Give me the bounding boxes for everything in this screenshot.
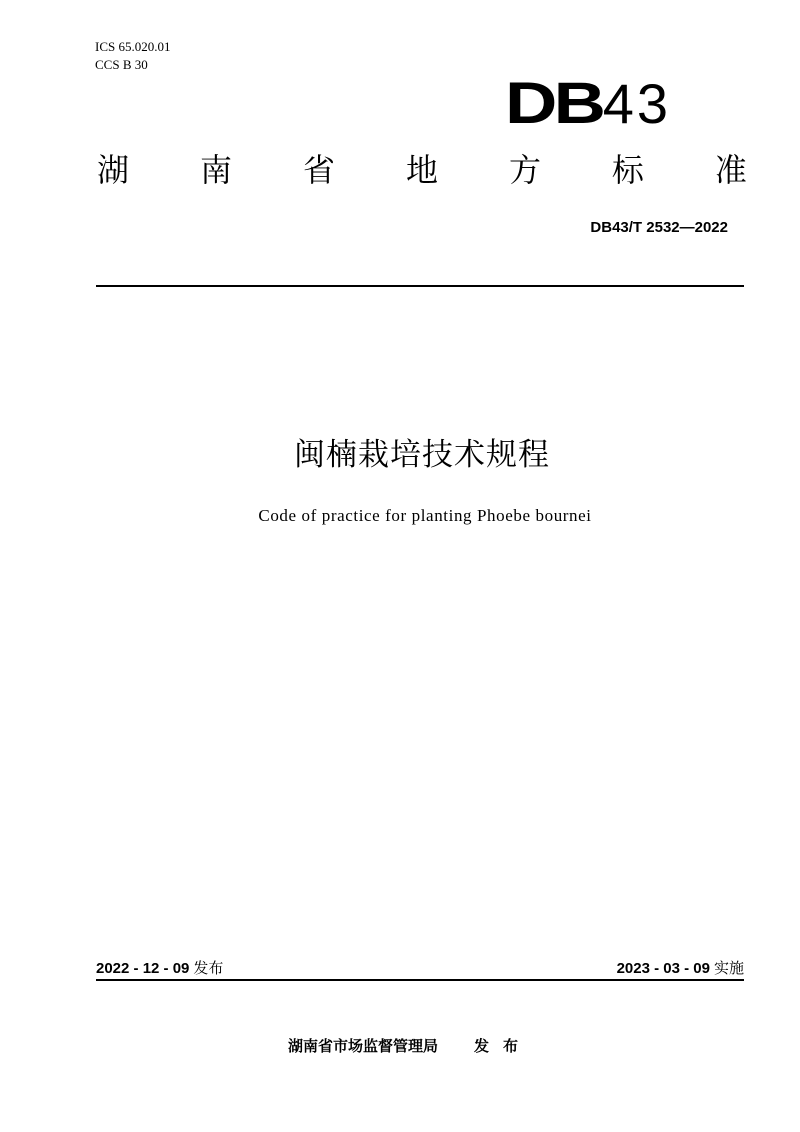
db-region-number: 43 [602, 72, 672, 135]
standard-type-char: 湖 [97, 151, 130, 189]
standard-code: DB43/T 2532—2022 [590, 219, 728, 236]
standard-type-title [97, 150, 747, 190]
standard-type-char: 地 [405, 151, 438, 189]
ccs-code: CCS B 30 [95, 57, 148, 72]
ics-code: ICS 65.020.01 [95, 39, 171, 54]
publish-date: 2022 - 12 - 09 [96, 960, 190, 977]
standard-type-char: 南 [199, 151, 232, 189]
header-divider [96, 285, 744, 287]
publish-label: 发布 [193, 959, 224, 977]
implement-date-block [617, 957, 744, 978]
issuer-action: 发布 [474, 1037, 533, 1055]
issuer-name: 湖南省市场监督管理局 [287, 1037, 438, 1055]
standard-type-char: 准 [714, 151, 747, 189]
db-mark: DB [505, 71, 603, 136]
standard-type-char: 方 [508, 151, 541, 189]
document-title: 闽楠栽培技术规程 [294, 437, 550, 473]
classification-codes [95, 38, 170, 74]
standard-type-char: 省 [302, 151, 335, 189]
publish-date-block [96, 957, 223, 978]
issuer-line [0, 1035, 800, 1056]
footer-divider [96, 979, 744, 981]
document-subtitle-en: Code of practice for planting Phoebe bournei [258, 506, 592, 525]
implement-date: 2023 - 03 - 09 [616, 960, 710, 977]
implement-label: 实施 [713, 959, 744, 977]
standard-type-char: 标 [611, 151, 644, 189]
db-logo [505, 64, 671, 134]
